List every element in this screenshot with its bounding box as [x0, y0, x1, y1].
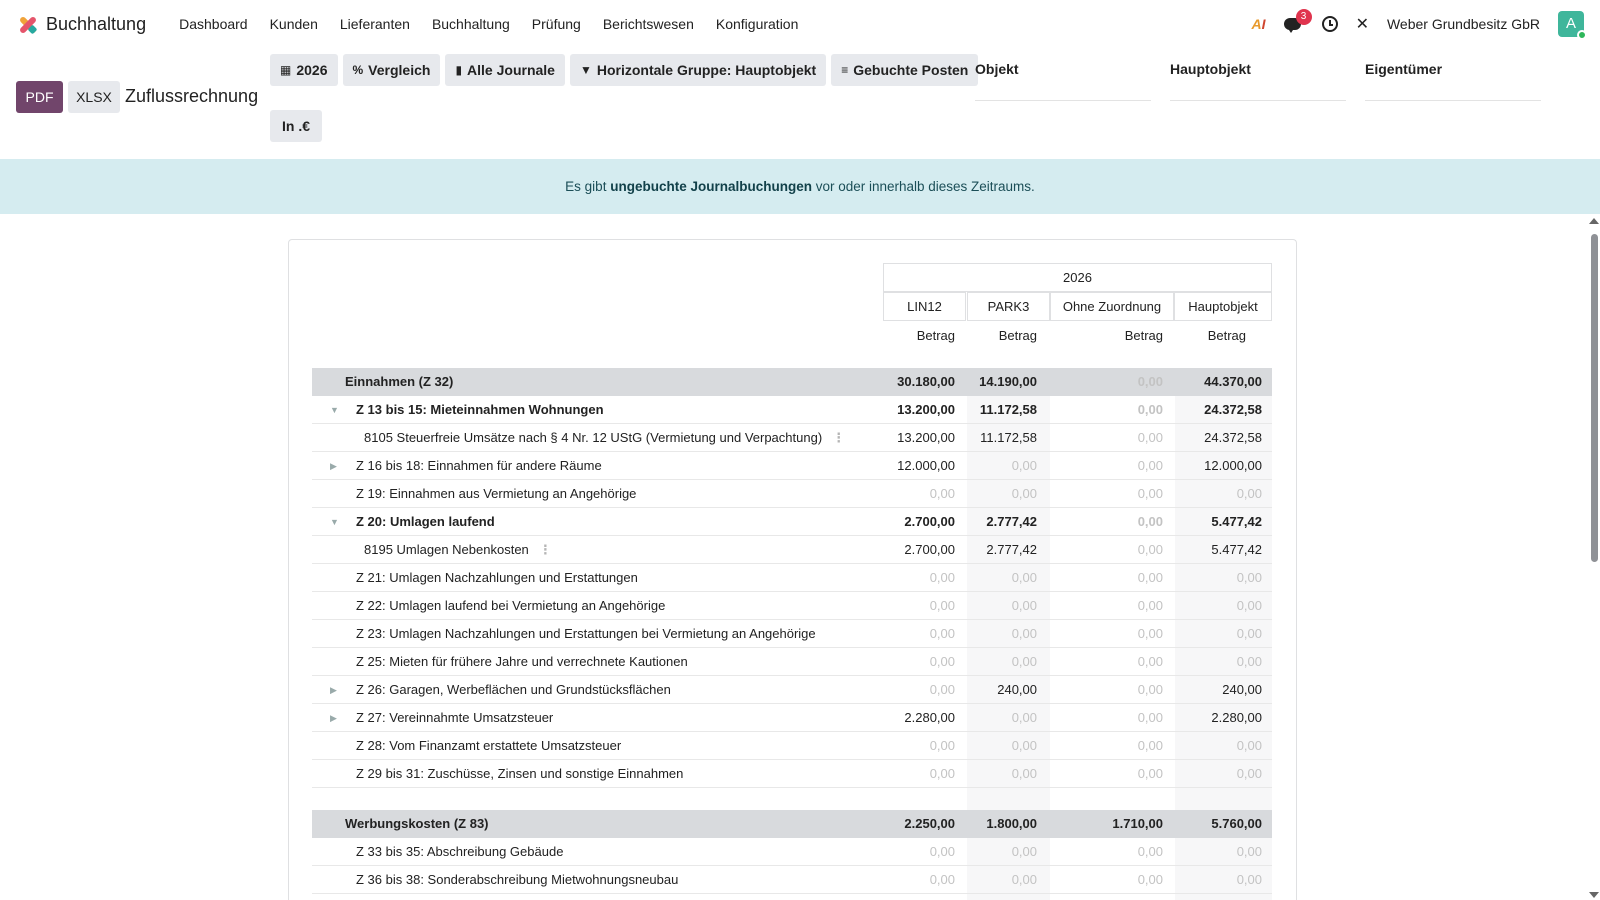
percent-icon: %: [352, 63, 364, 77]
cell-ohne-zuordnung[interactable]: 0,00: [1137, 514, 1163, 529]
app-name[interactable]: Buchhaltung: [46, 13, 147, 34]
cell-park3: 0,00: [1011, 598, 1037, 613]
chat-icon[interactable]: [1284, 11, 1307, 33]
scroll-thumb[interactable]: [1591, 234, 1598, 562]
table-row: [312, 760, 1272, 788]
banner-suffix: vor oder innerhalb dieses Zeitraums.: [811, 179, 1035, 194]
user-avatar[interactable]: [1558, 11, 1584, 37]
cell-hauptobjekt: 0,00: [1236, 654, 1262, 669]
calendar-icon: ▦: [280, 63, 292, 77]
cell-lin12[interactable]: 2.700,00: [904, 514, 955, 529]
row-label: Werbungskosten (Z 83): [345, 816, 489, 831]
row-label: Z 13 bis 15: Mieteinnahmen Wohnungen: [356, 402, 604, 417]
table-row: [312, 866, 1272, 894]
cell-hauptobjekt[interactable]: 2.280,00: [1211, 710, 1262, 725]
journals-filter-label: Alle Journale: [467, 62, 555, 78]
cell-park3[interactable]: 240,00: [997, 682, 1037, 697]
cell-lin12[interactable]: 13.200,00: [897, 402, 955, 417]
activity-clock-icon[interactable]: [1322, 16, 1338, 32]
cell-hauptobjekt: 0,00: [1236, 872, 1262, 887]
cell-lin12[interactable]: 2.280,00: [904, 710, 955, 725]
report-title: Zuflussrechnung: [125, 86, 259, 106]
header-col-park3[interactable]: PARK3: [967, 292, 1050, 321]
row-label: Z 27: Vereinnahmte Umsatzsteuer: [356, 710, 554, 725]
header-betrag-hauptobjekt: Betrag: [1207, 328, 1246, 343]
table-row[interactable]: [312, 396, 1272, 424]
facet-objekt-label: Objekt: [975, 61, 1019, 77]
table-row: [312, 480, 1272, 508]
filter-icon: ▼: [579, 63, 592, 77]
table-row[interactable]: [312, 676, 1272, 704]
cell-park3[interactable]: 2.777,42: [986, 542, 1037, 557]
date-filter-label: 2026: [296, 62, 328, 78]
menu-item-buchhaltung[interactable]: Buchhaltung: [431, 16, 510, 32]
cell-hauptobjekt[interactable]: 240,00: [1222, 682, 1262, 697]
banner-link[interactable]: ungebuchte Journalbuchungen: [610, 179, 812, 194]
header-betrag-ohne-zuordnung: Betrag: [1124, 328, 1163, 343]
pdf-button[interactable]: PDF: [16, 81, 63, 113]
cell-park3: 0,00: [1011, 766, 1037, 781]
header-year: 2026: [883, 263, 1272, 292]
table-row: [312, 592, 1272, 620]
row-label: 8195 Umlagen Nebenkosten: [364, 542, 529, 557]
cell-lin12[interactable]: 0,00: [929, 682, 955, 697]
header-betrag-lin12: Betrag: [916, 328, 955, 343]
cell-ohne-zuordnung: 0,00: [1137, 738, 1163, 753]
cell-park3: 0,00: [1011, 654, 1037, 669]
cell-ohne-zuordnung[interactable]: 0,00: [1137, 402, 1163, 417]
cell-hauptobjekt: 0,00: [1236, 844, 1262, 859]
row-label: Z 28: Vom Finanzamt erstattete Umsatzsteuer: [356, 738, 622, 753]
cell-lin12[interactable]: 30.180,00: [897, 374, 955, 389]
book-icon: ▮: [455, 63, 463, 77]
caret-right-icon[interactable]: ▶: [330, 713, 337, 723]
row-label: Z 16 bis 18: Einnahmen für andere Räume: [356, 458, 602, 473]
cell-hauptobjekt: 0,00: [1236, 626, 1262, 641]
row-menu-icon[interactable]: ⋮: [538, 542, 552, 557]
cell-lin12: 0,00: [929, 598, 955, 613]
cell-hauptobjekt[interactable]: 5.760,00: [1211, 816, 1262, 831]
cell-ohne-zuordnung[interactable]: 0,00: [1137, 710, 1163, 725]
cell-ohne-zuordnung[interactable]: 0,00: [1137, 542, 1163, 557]
table-row: [312, 732, 1272, 760]
section-row[interactable]: [312, 368, 1272, 396]
table-row[interactable]: [312, 424, 1272, 452]
xlsx-button[interactable]: XLSX: [68, 81, 120, 113]
cell-ohne-zuordnung: 0,00: [1137, 654, 1163, 669]
row-label: Z 25: Mieten für frühere Jahre und verrechnete Kautionen: [356, 654, 688, 669]
row-label: Z 29 bis 31: Zuschüsse, Zinsen und sonstige Einnahmen: [356, 766, 684, 781]
menu-item-lieferanten[interactable]: Lieferanten: [339, 16, 410, 32]
cell-ohne-zuordnung: 0,00: [1137, 766, 1163, 781]
header-betrag-park3: Betrag: [998, 328, 1037, 343]
header-col-hauptobjekt[interactable]: Hauptobjekt: [1174, 292, 1272, 321]
cell-ohne-zuordnung[interactable]: 0,00: [1137, 374, 1163, 389]
comparison-filter-button[interactable]: [343, 54, 441, 86]
caret-right-icon[interactable]: ▶: [330, 461, 337, 471]
cell-hauptobjekt[interactable]: 5.477,42: [1211, 514, 1262, 529]
cell-ohne-zuordnung: 0,00: [1137, 844, 1163, 859]
vertical-scrollbar[interactable]: [1588, 216, 1600, 900]
cell-hauptobjekt: 0,00: [1236, 766, 1262, 781]
cell-hauptobjekt: 0,00: [1236, 598, 1262, 613]
cell-park3: 0,00: [1011, 570, 1037, 585]
online-status-dot: [1577, 30, 1587, 40]
menu-item-berichtswesen[interactable]: Berichtswesen: [602, 16, 694, 32]
banner-prefix: Es gibt: [565, 179, 611, 194]
cell-lin12[interactable]: 2.700,00: [904, 542, 955, 557]
facet-eigentuemer[interactable]: [1365, 61, 1541, 101]
table-row: [312, 838, 1272, 866]
cell-park3: 0,00: [1011, 872, 1037, 887]
cell-lin12: 0,00: [929, 766, 955, 781]
chat-badge: 3: [1296, 9, 1312, 25]
unposted-entries-banner: [0, 159, 1600, 214]
cell-park3: 0,00: [1011, 626, 1037, 641]
table-row[interactable]: [312, 452, 1272, 480]
cell-park3[interactable]: 1.800,00: [986, 816, 1037, 831]
cell-ohne-zuordnung[interactable]: 0,00: [1137, 682, 1163, 697]
cell-hauptobjekt[interactable]: 24.372,58: [1204, 402, 1262, 417]
menu-item-kunden[interactable]: Kunden: [269, 16, 318, 32]
cell-park3[interactable]: 11.172,58: [980, 430, 1037, 445]
row-label: Z 33 bis 35: Abschreibung Gebäude: [356, 844, 564, 859]
control-panel: [0, 48, 1600, 159]
comparison-filter-label: Vergleich: [368, 62, 431, 78]
cell-park3: 0,00: [1011, 844, 1037, 859]
header-col-ohne-zuordnung[interactable]: Ohne Zuordnung: [1050, 292, 1174, 321]
horizontal-group-filter-button[interactable]: [570, 54, 826, 86]
table-row[interactable]: [312, 536, 1272, 564]
cell-lin12[interactable]: 13.200,00: [897, 430, 955, 445]
caret-right-icon[interactable]: ▶: [330, 685, 337, 695]
menu-item-dashboard[interactable]: Dashboard: [179, 16, 248, 32]
cell-ohne-zuordnung: 0,00: [1137, 626, 1163, 641]
company-switcher[interactable]: Weber Grundbesitz GbR: [1386, 16, 1540, 32]
cell-lin12: 0,00: [929, 486, 955, 501]
cell-lin12: 0,00: [929, 872, 955, 887]
row-label: 8105 Steuerfreie Umsätze nach § 4 Nr. 12 UStG (Vermietung und Verpachtung): [364, 430, 823, 445]
cell-ohne-zuordnung[interactable]: 1.710,00: [1112, 816, 1163, 831]
cell-hauptobjekt: 0,00: [1236, 486, 1262, 501]
cell-ohne-zuordnung: 0,00: [1137, 570, 1163, 585]
avatar-letter: A: [1565, 15, 1576, 32]
cell-lin12: 0,00: [929, 844, 955, 859]
ai-icon[interactable]: AI: [1251, 16, 1266, 32]
cell-lin12: 0,00: [929, 654, 955, 669]
cell-ohne-zuordnung: 0,00: [1137, 598, 1163, 613]
cell-ohne-zuordnung: 0,00: [1137, 872, 1163, 887]
table-row: [312, 648, 1272, 676]
cell-park3: 0,00: [1011, 486, 1037, 501]
row-label: Z 21: Umlagen Nachzahlungen und Erstattungen: [356, 570, 638, 585]
posted-entries-filter-button[interactable]: [831, 54, 978, 86]
currency-rounding-button[interactable]: In .€: [270, 110, 322, 142]
cell-lin12[interactable]: 12.000,00: [897, 458, 955, 473]
cell-lin12: 0,00: [929, 738, 955, 753]
cell-hauptobjekt[interactable]: 12.000,00: [1204, 458, 1262, 473]
cell-hauptobjekt[interactable]: 24.372,58: [1204, 430, 1262, 445]
cell-hauptobjekt: 0,00: [1236, 570, 1262, 585]
scroll-down-arrow-icon[interactable]: [1589, 892, 1599, 898]
posted-entries-filter-label: Gebuchte Posten: [853, 62, 969, 78]
table-row: [312, 564, 1272, 592]
row-label: Z 26: Garagen, Werbeflächen und Grundstücksflächen: [356, 682, 671, 697]
row-label: Einnahmen (Z 32): [345, 374, 454, 389]
cell-park3[interactable]: 0,00: [1011, 458, 1037, 473]
cell-park3[interactable]: 2.777,42: [986, 514, 1037, 529]
table-row[interactable]: [312, 508, 1272, 536]
cell-lin12[interactable]: 2.250,00: [904, 816, 955, 831]
cell-park3[interactable]: 0,00: [1011, 710, 1037, 725]
cell-park3[interactable]: 11.172,58: [979, 402, 1037, 417]
table-row: [312, 620, 1272, 648]
cell-lin12: 0,00: [929, 626, 955, 641]
cell-ohne-zuordnung: 0,00: [1137, 486, 1163, 501]
cell-hauptobjekt[interactable]: 44.370,00: [1204, 374, 1262, 389]
row-label: Z 19: Einnahmen aus Vermietung an Angehörige: [356, 486, 637, 501]
menu-item-konfiguration[interactable]: Konfiguration: [715, 16, 799, 32]
menu-item-pruefung[interactable]: Prüfung: [531, 16, 581, 32]
facet-hauptobjekt[interactable]: [1170, 61, 1346, 101]
cell-lin12: 0,00: [929, 570, 955, 585]
section-row[interactable]: [312, 810, 1272, 838]
cell-park3[interactable]: 14.190,00: [979, 374, 1037, 389]
facet-hauptobjekt-label: Hauptobjekt: [1170, 61, 1251, 77]
filter-bar: [270, 54, 978, 86]
cell-ohne-zuordnung[interactable]: 0,00: [1137, 458, 1163, 473]
facet-eigentuemer-label: Eigentümer: [1365, 61, 1443, 77]
main-menu: [168, 16, 809, 32]
cell-ohne-zuordnung[interactable]: 0,00: [1137, 430, 1163, 445]
row-label: Z 23: Umlagen Nachzahlungen und Erstattungen bei Vermietung an Angehörige: [356, 626, 816, 641]
cell-park3: 0,00: [1011, 738, 1037, 753]
header-col-lin12[interactable]: LIN12: [883, 292, 966, 321]
horizontal-group-filter-label: Horizontale Gruppe: Hauptobjekt: [596, 62, 817, 78]
cell-hauptobjekt[interactable]: 5.477,42: [1211, 542, 1262, 557]
cell-hauptobjekt: 0,00: [1236, 738, 1262, 753]
navbar-systray: [1252, 11, 1584, 37]
scroll-up-arrow-icon[interactable]: [1589, 218, 1599, 224]
row-menu-icon[interactable]: ⋮: [832, 430, 846, 445]
row-label: Z 20: Umlagen laufend: [356, 514, 495, 529]
app-logo-icon[interactable]: [16, 13, 38, 35]
row-label: Z 36 bis 38: Sonderabschreibung Mietwohnungsneubau: [356, 872, 679, 887]
tools-icon[interactable]: ✕: [1355, 16, 1369, 33]
caret-down-icon[interactable]: ▼: [330, 517, 339, 527]
caret-down-icon[interactable]: ▼: [330, 405, 339, 415]
date-filter-button[interactable]: [270, 54, 338, 86]
journals-filter-button[interactable]: [445, 54, 565, 86]
row-label: Z 22: Umlagen laufend bei Vermietung an Angehörige: [356, 598, 666, 613]
table-row[interactable]: [312, 704, 1272, 732]
facet-objekt[interactable]: [975, 61, 1151, 101]
sliders-icon: ≡: [841, 63, 849, 77]
top-navbar: [0, 0, 1600, 48]
